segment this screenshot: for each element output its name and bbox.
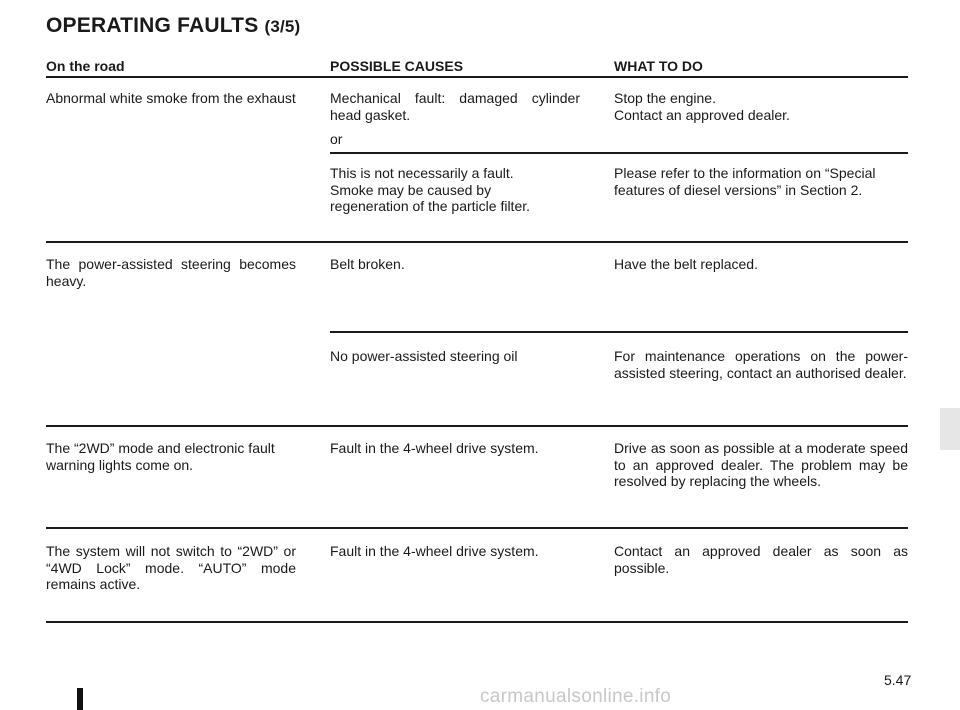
page-title-text: OPERATING FAULTS bbox=[46, 14, 259, 37]
fault-1-cause-2: This is not necessarily a fault. Smoke may be caused by regeneration of the particle filter. bbox=[330, 165, 531, 214]
fault-3-cause-1: Fault in the 4-wheel drive system. bbox=[330, 440, 539, 456]
fault-1-symptom: Abnormal white smoke from the exhaust bbox=[46, 90, 296, 106]
column-header-on-the-road: On the road bbox=[46, 58, 125, 74]
fault-2-divider bbox=[46, 425, 908, 427]
fault-2-cause-2: No power-assisted steering oil bbox=[330, 348, 518, 364]
fault-2-symptom: The power-assisted steering becomes heavy. bbox=[46, 256, 296, 289]
section-thumb-tab bbox=[940, 408, 960, 450]
fault-2-action-2: For maintenance operations on the power-assisted steering, contact an authorised dealer. bbox=[614, 348, 908, 381]
fault-3-symptom: The “2WD” mode and electronic fault warning lights come on. bbox=[46, 440, 275, 473]
fault-4-cause-1: Fault in the 4-wheel drive system. bbox=[330, 543, 539, 559]
fault-1-action-1: Stop the engine. Contact an approved dealer. bbox=[614, 90, 790, 123]
header-divider bbox=[46, 76, 908, 78]
fault-2-action-1: Have the belt replaced. bbox=[614, 256, 758, 272]
fault-2-cause-divider bbox=[330, 331, 908, 333]
page-title-suffix: (3/5) bbox=[264, 17, 301, 36]
fault-1-divider bbox=[46, 241, 908, 243]
watermark: carmanualsonline.info bbox=[480, 686, 672, 707]
fault-1-action-2: Please refer to the information on “Special features of diesel versions” in Section 2. bbox=[614, 165, 876, 198]
fault-1-cause-divider bbox=[330, 152, 908, 154]
page-title bbox=[46, 14, 300, 38]
fault-3-divider bbox=[46, 527, 908, 529]
fault-2-cause-1: Belt broken. bbox=[330, 256, 405, 272]
column-header-possible-causes: POSSIBLE CAUSES bbox=[330, 58, 464, 74]
fault-4-action-1: Contact an approved dealer as soon as possible. bbox=[614, 543, 908, 576]
fault-1-connector-or: or bbox=[330, 131, 343, 147]
fault-3-action-1: Drive as soon as possible at a moderate speed to an approved dealer. The problem may be resolved by replacing the wheels. bbox=[614, 440, 908, 489]
fault-4-symptom: The system will not switch to “2WD” or “4WD Lock” mode. “AUTO” mode remains active. bbox=[46, 543, 296, 592]
page-number: 5.47 bbox=[884, 672, 912, 688]
fault-4-divider bbox=[46, 621, 908, 623]
column-header-what-to-do: WHAT TO DO bbox=[614, 58, 703, 74]
page-edge-marker bbox=[77, 688, 83, 710]
fault-1-cause-1: Mechanical fault: damaged cylinder head gasket. bbox=[330, 90, 580, 123]
